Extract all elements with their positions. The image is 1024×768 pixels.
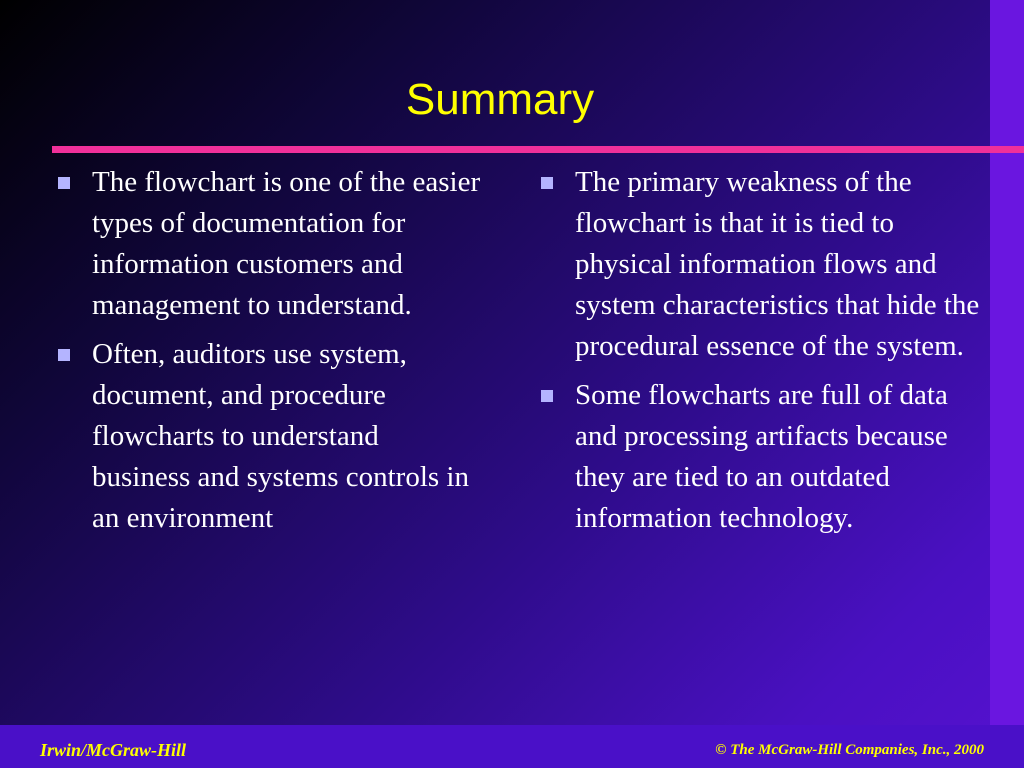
slide-title: Summary: [405, 75, 595, 124]
bullet-text: The flowchart is one of the easier types of documentation for information customers and management to understand.: [92, 166, 481, 321]
bullet-text: The primary weakness of the flowchart is that it is tied to physical information flows and system characteristics that hide the procedural essence of the system.: [575, 166, 980, 362]
bullet-item: [535, 162, 990, 367]
bullet-item: [52, 162, 484, 326]
bullet-item: [535, 375, 990, 539]
square-bullet-icon: [58, 177, 70, 189]
square-bullet-icon: [58, 349, 70, 361]
square-bullet-icon: [541, 177, 553, 189]
square-bullet-icon: [541, 390, 553, 402]
title-divider: [52, 146, 1024, 153]
bullet-item: [52, 334, 484, 539]
right-column: [535, 162, 990, 547]
bullet-text: Often, auditors use system, document, and procedure flowcharts to understand business and systems controls in an environment: [92, 338, 469, 534]
bullet-text: Some flowcharts are full of data and processing artifacts because they are tied to an outdated information technology.: [575, 379, 948, 534]
footer-copyright: © The McGraw-Hill Companies, Inc., 2000: [715, 742, 984, 758]
footer-publisher: Irwin/McGraw-Hill: [40, 740, 187, 760]
left-column: [52, 162, 484, 547]
